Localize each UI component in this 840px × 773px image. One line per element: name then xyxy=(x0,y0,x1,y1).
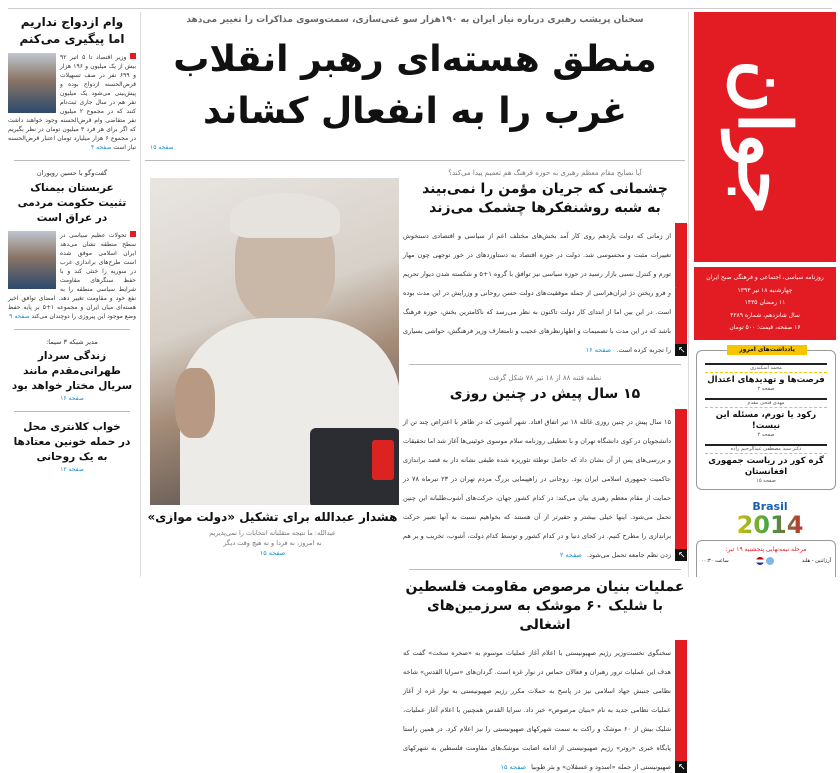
section-tag xyxy=(668,223,687,356)
notes-title: یادداشت‌های امروز xyxy=(727,345,807,355)
page-link[interactable]: صفحه ۱۵ xyxy=(500,763,527,771)
article-body xyxy=(403,223,687,356)
article-headline[interactable] xyxy=(403,180,687,218)
note-title: رکود یا تورم، مسئله این نیست! xyxy=(715,410,817,431)
arrow-icon: ↙ xyxy=(675,344,687,356)
headline-line: با شلیک ۶۰ موشک به سرزمین‌های اشغالی xyxy=(426,598,664,633)
tag-label: سیاسی xyxy=(668,475,675,495)
abdullah-photo xyxy=(150,178,399,505)
note-page: صفحه ۴ xyxy=(757,432,775,438)
match-time: ساعت ۰۰:۳۰ xyxy=(701,558,729,564)
photo-story-sub xyxy=(145,528,400,558)
info-date: چهارشنبه ۱۸ تیر ۱۳۹۳ xyxy=(737,286,793,294)
left-article-tehrani xyxy=(8,338,136,403)
headline-line: عملیات بنیان مرصوص مقاومت فلسطین xyxy=(405,579,685,595)
article-headline[interactable] xyxy=(8,181,136,226)
note-item[interactable] xyxy=(705,398,827,439)
article-headline[interactable] xyxy=(8,349,136,394)
article-body xyxy=(403,640,687,773)
page-link[interactable]: صفحه ۱۶ xyxy=(60,395,84,402)
lead-title-line1: منطق هسته‌ای رهبر انقلاب xyxy=(173,39,657,80)
page-link[interactable]: صفحه ۱۲ xyxy=(60,466,84,473)
headline-line: اما پیگیری می‌کنم xyxy=(19,32,125,46)
section-tag xyxy=(668,409,687,561)
article-kicker: آیا نصایح مقام معظم رهبری به حوزه فرهنگ هم تعمیم پیدا می‌کند؟ xyxy=(448,169,642,177)
lead-page-link[interactable]: صفحه ۱۵ xyxy=(150,144,174,151)
logo-text: جوان xyxy=(722,59,808,215)
body-text: تحولات عظیم سیاسی در سطح منطقه نشان می‌دهد ایران اسلامی موفق شده است طرح‌های براندازی غرب در سوریه را خنثی کند و با حفظ سنگرهای مقاومت شرایط سیاسی منطقه را به نفع خود و مقاومت تغییر دهد. امضای توافق اخیر هسته‌ای میان ایران و مجموعه ۱+۵ بر پایه حفظ وضع موجود این پیروزی را دوچندان می‌کند xyxy=(8,232,136,320)
top-rule xyxy=(8,8,832,9)
headline-line: سریال مختار خواهد بود xyxy=(11,380,133,392)
headline-line: طهرانی‌مقدم مانند xyxy=(23,365,121,377)
column-separator xyxy=(140,12,141,577)
note-item[interactable] xyxy=(705,363,827,393)
divider xyxy=(14,160,130,161)
article-body xyxy=(403,409,687,561)
headline-line: در حمله خونین معتادها xyxy=(13,436,131,448)
article-headline[interactable] xyxy=(8,420,136,465)
article-international xyxy=(403,578,687,773)
article-headline[interactable] xyxy=(403,578,687,635)
logo-brasil: Brasil xyxy=(752,500,788,513)
headline-line: خواب کلانتری محل xyxy=(23,421,121,433)
left-column xyxy=(8,14,136,474)
bullet-icon xyxy=(130,53,136,59)
bullet-icon xyxy=(130,231,136,237)
lead-headline[interactable] xyxy=(145,34,685,138)
brasil-2014-logo xyxy=(730,500,810,540)
sub-line: نه امروز، نه فردا و نه هیچ وقت دیگر xyxy=(223,539,322,547)
masthead-info xyxy=(694,267,836,340)
headline-line: به شبه روشنفکرها چشمک می‌زند xyxy=(429,200,661,216)
info-issue: سال شانزدهم، شماره ۴۲۸۹ xyxy=(730,311,800,319)
article-kicker: نطفه فتنه ۸۸ از ۱۸ تیر ۷۸ شکل گرفت xyxy=(488,374,602,382)
divider xyxy=(409,569,681,570)
tag-label: فرهنگی xyxy=(668,279,675,300)
lead-kicker: سخنان پریشب رهبری درباره نیاز ایران به ۱۹۰هزار سو غنی‌سازی، سمت‌وسوی مذاکرات را تغییر می‌دهد xyxy=(186,15,644,25)
divider xyxy=(14,329,130,330)
arrow-icon: ↙ xyxy=(675,549,687,561)
headline-line: در عراق است xyxy=(36,212,108,224)
article-body xyxy=(8,231,136,321)
page-link[interactable]: صفحه ۹ xyxy=(9,313,30,320)
match-row xyxy=(697,553,835,565)
notes-box xyxy=(696,346,836,490)
article-politics xyxy=(403,373,687,561)
article-headline[interactable] xyxy=(8,14,136,48)
body-text: از زمانی که دولت یازدهم روی کار آمد بخش‌های مختلف اعم از سیاسی و اقتصادی دستخوش تغییرات مثبت و محسوسی شد. دولت در حوزه اقتصاد به دستاوردهای در خور توجهی چون مهار تورم و کنترل نسبی بازار رسید در حوزه سیاسی نیز توافق با گروه ۱+۵ و شکسته شدن دیوار تحریم و فرو ریختن دژ ایران‌هراسی از جمله موفقیت‌های دولت حسن روحانی و وزرایش در این مدت بوده است. در این بین اما از ابتدای کار دولت تاکنون به نظر می‌رسد که ناکامترین بخش، حوزه فرهنگ باشد که در این مدت با تصمیمات و اظهارنظرهای عجیب و نامتعارف وزیر فرهنگش، حواشی بسیاری را تجربه کرده است. xyxy=(403,232,671,354)
headline-line: به یک روحانی xyxy=(36,451,108,463)
match-teams: آرژانتین - هلند xyxy=(801,558,831,564)
photo-story xyxy=(145,509,400,558)
article-headline[interactable]: ۱۵ سال پیش در چنین روزی xyxy=(449,386,641,402)
body-text: سخنگوی نخست‌وزیر رژیم صهیونیستی با اعلام آغاز عملیات موسوم به «صخره سخت» گفت که هدف این عملیات ترور رهبران و فعالان حماس در نوار غزه است. گردان‌های «سرایا القدس» شاخه نظامی جنبش جهاد اسلامی نیز در پاسخ به حملات مکرر رژیم صهیونیستی به نوار غزه از آغاز عملیات نظامی جدید به نام «بنیان مرصوص» خبر داد. سرایا القدس همچنین با اعلام آغاز عملیات، شلیک بیش از ۶۰ موشک و راکت به سمت شهرکهای صهیونیستی را نیز اعلام کرد. در همین راستا پایگاه خبری «روتر» رژیم صهیونیستی از ادامه اصابت موشک‌های مقاومت فلسطین به شهرکهای صهیونیستی از جمله «اسدود و عسقلان» و بئر طوبیا xyxy=(403,649,672,771)
article-kicker: گفت‌وگو با حسین رویوران xyxy=(36,169,108,177)
worldcup-box xyxy=(696,540,836,577)
headline-line: وام ازدواج نداریم xyxy=(20,15,124,29)
note-title: گره کور در ریاست جمهوری افغانستان xyxy=(708,456,824,477)
body-text: ۱۵ سال پیش در چنین روزی غائله ۱۸ تیر اتفاق افتاد. شهر آشوبی که در ظاهر با اعتراض چند تن از دانشجویان در کوی دانشگاه تهران و با تعطیلی روزنامه سلام موسوی خوئینی‌ها آغاز شد اما تحقیقات و بررسی‌های پس از آن نشان داد که حاصل توطئه تئوریزه شده طیفی نشانه دار به قصد براندازی حاکمیت جمهوری اسلامی ایران بود. روحانی در راهپیمایی بزرگ مردم تهران در ۲۳ تیرماه ۷۸ در حمایت از مقام معظم رهبری بیان می‌کند: در کدام کشور جهان، حرکت‌های آشوب‌طلبانه این چنین تحمل می‌شود. اینها خیلی بیشتر و حقیرتر از آن هستند که بخواهیم نسبت به آنها تعبیر حرکت براندازی را مطرح کنیم. در کجای دنیا و در کدام کشور و توسط کدام دولت، آشوب، تخریب و بر هم زدن نظم جامعه تحمل می‌شود. xyxy=(403,418,671,559)
page-link[interactable]: صفحه ۴ xyxy=(91,144,112,151)
arrow-icon: ↙ xyxy=(675,761,687,773)
left-article-saudi xyxy=(8,169,136,321)
column-separator xyxy=(688,12,689,577)
section-tag xyxy=(668,640,687,773)
body-text: وزیر اقتصاد تا ۵ اتیر ۹۲ بیش از یک میلیون و ۱۹۶ هزار و ۶۹۹ نفر در صف تسهیلات قرض‌الحسنه ازدواج بوده و پیش‌بینی می‌شود یک میلیون نفر هم در سال جاری ثبت‌نام کنند که در مجموع ۲ میلیون نفر متقاضی وام قرض‌الحسنه وجود خواهند داشت که اگر برای هر فرد ۳ میلیون تومان در نظر بگیریم در مجموع ۶ هزار میلیارد تومان اعتبار قرض‌الحسنه نیاز است xyxy=(8,54,137,151)
info-price: ۱۶ صفحه، قیمت: ۵۰۰ تومان xyxy=(729,324,801,331)
info-hijri: ۱۱ رمضان ۱۴۳۵ xyxy=(744,299,786,306)
sub-line: عبدالله: ما نتیجه متقلبانه انتخابات را نمی‌پذیریم xyxy=(209,529,336,537)
headline-line: تثبیت حکومت مردمی xyxy=(17,197,127,209)
page-link[interactable]: صفحه ۲ xyxy=(559,551,582,559)
flags-icon xyxy=(756,557,774,565)
note-page: صفحه ۲ xyxy=(757,386,775,392)
headline-line: زندگی سردار xyxy=(37,350,107,362)
left-article-loan xyxy=(8,14,136,152)
note-author: محمد اسکندری xyxy=(705,365,827,373)
note-title: فرصت‌ها و تهدیدهای اعتدال xyxy=(707,375,825,385)
minister-photo xyxy=(8,53,56,113)
page-link[interactable]: صفحه ۱۵ xyxy=(259,549,286,557)
article-body xyxy=(8,53,136,152)
note-author: مهدی فتحی مقدم xyxy=(705,400,827,408)
headline-line: چشمانی که جریان مؤمن را نمی‌بیند xyxy=(422,181,668,197)
divider xyxy=(409,364,681,365)
lead-title-line2: غرب را به انفعال کشاند xyxy=(203,91,627,132)
info-line: روزنامه سیاسی، اجتماعی و فرهنگی صبح ایران xyxy=(706,274,824,281)
logo-year: 2014 xyxy=(730,513,810,537)
note-item[interactable] xyxy=(705,444,827,485)
article-culture xyxy=(403,168,687,356)
article-kicker: مدیر شبکه ۳ سیما: xyxy=(46,338,98,346)
masthead-logo xyxy=(694,12,836,262)
rouyvaran-photo xyxy=(8,231,56,289)
tag-label: بین‌الملل xyxy=(668,695,675,718)
page-link[interactable]: صفحه ۱۶ xyxy=(585,346,612,354)
left-article-police xyxy=(8,420,136,474)
worldcup-text: مرحله نیمه‌نهایی پنجشنبه ۱۹ تیر: xyxy=(725,546,807,553)
divider xyxy=(145,160,685,161)
note-author: دکتر سید مصطفی عبدالرحیم زاده xyxy=(705,446,827,454)
center-column xyxy=(403,168,687,773)
divider xyxy=(14,411,130,412)
photo-story-title[interactable]: هشدار عبدالله برای تشکیل «دولت موازی» xyxy=(147,510,398,524)
note-page: صفحه ۱۵ xyxy=(756,478,776,484)
headline-line: عربستان بیمناک xyxy=(30,182,114,194)
